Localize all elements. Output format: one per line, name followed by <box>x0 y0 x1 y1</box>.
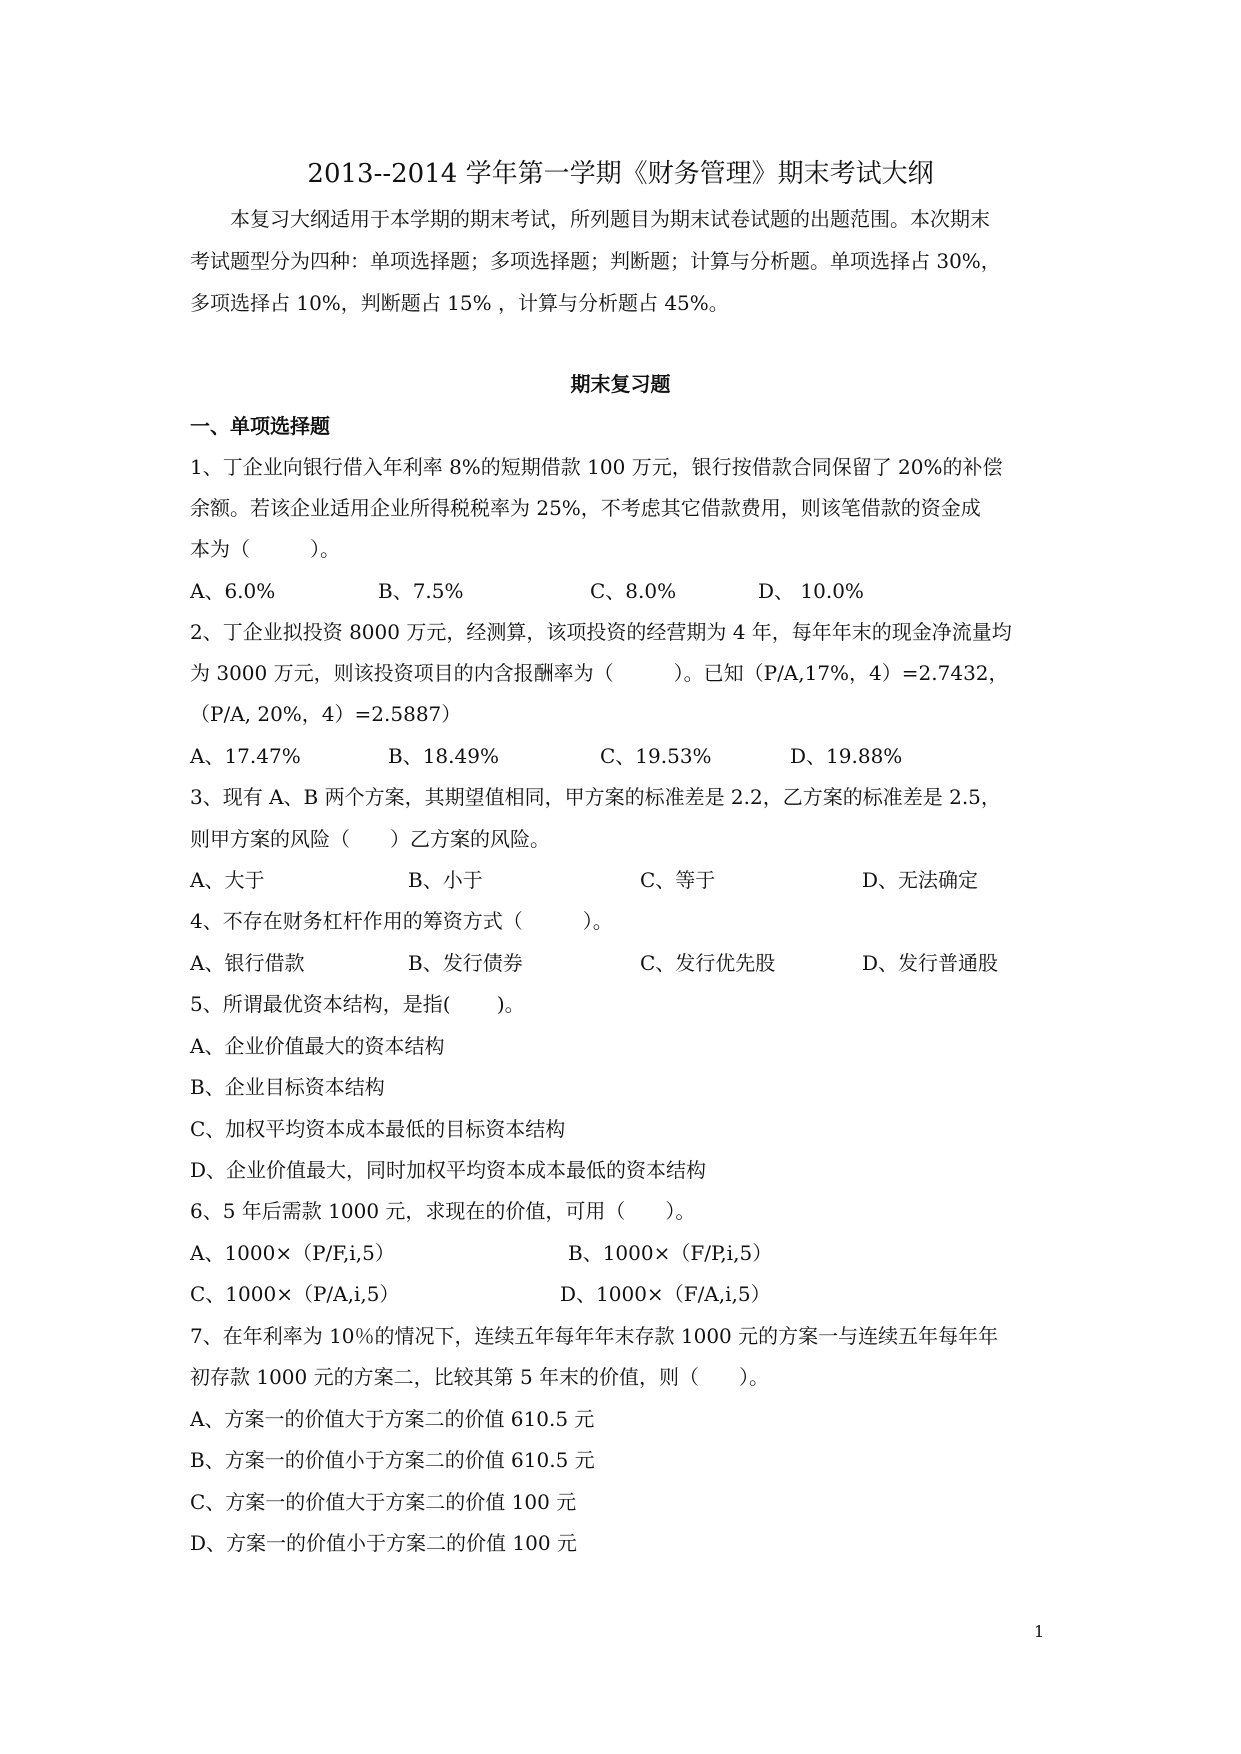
section-heading: 期末复习题 <box>570 372 671 396</box>
question-4-options <box>190 949 1050 977</box>
question-3-options <box>190 866 1050 894</box>
question-1-line: 本为（ ）。 <box>190 537 340 561</box>
option-c: C、8.0% <box>590 579 677 603</box>
question-6-options-row-2 <box>190 1280 1050 1308</box>
part-heading: 一、单项选择题 <box>190 414 330 438</box>
option-d: D、19.88% <box>790 744 903 768</box>
question-4-line: 4、不存在财务杠杆作用的筹资方式（ ）。 <box>190 909 613 933</box>
option-c: C、等于 <box>640 868 716 892</box>
option-d: D、发行普通股 <box>862 951 999 975</box>
question-6-options-row-1 <box>190 1239 1050 1267</box>
question-1-line: 1、丁企业向银行借入年利率 8%的短期借款 100 万元，银行按借款合同保留了 20%的补偿 <box>190 455 1003 479</box>
question-2-line: （P/A, 20%，4）=2.5887） <box>190 702 462 726</box>
question-7-line: 7、在年利率为 10％的情况下，连续五年每年年末存款 1000 元的方案一与连续五年每年年 <box>190 1324 999 1348</box>
option-c: C、发行优先股 <box>640 951 776 975</box>
question-1-options <box>190 577 1050 605</box>
option-b: B、企业目标资本结构 <box>190 1075 385 1099</box>
intro-line: 本复习大纲适用于本学期的期末考试，所列题目为期末试卷试题的出题范围。本次期末 <box>230 207 990 231</box>
option-d: D、无法确定 <box>862 868 979 892</box>
option-a: A、6.0% <box>190 579 276 603</box>
option-b: B、7.5% <box>378 579 464 603</box>
option-d: D、方案一的价值小于方案二的价值 100 元 <box>190 1531 577 1555</box>
question-1-line: 余额。若该企业适用企业所得税税率为 25%，不考虑其它借款费用，则该笔借款的资金成 <box>190 496 981 520</box>
question-5-line: 5、所谓最优资本结构，是指( )。 <box>190 992 525 1016</box>
page-number: 1 <box>1034 1622 1045 1641</box>
option-c: C、加权平均资本成本最低的目标资本结构 <box>190 1117 566 1141</box>
question-2-line: 2、丁企业拟投资 8000 万元，经测算，该项投资的经营期为 4 年，每年年末的现金净流量均 <box>190 620 1012 644</box>
option-a: A、1000×（P/F,i,5） <box>190 1241 395 1265</box>
question-3-line: 3、现有 A、B 两个方案，其期望值相同，甲方案的标准差是 2.2，乙方案的标准差是 2.5， <box>190 785 1001 809</box>
option-d: D、1000×（F/A,i,5） <box>560 1282 771 1306</box>
question-6-line: 6、5 年后需款 1000 元，求现在的价值，可用（ ）。 <box>190 1199 696 1223</box>
question-7-line: 初存款 1000 元的方案二，比较其第 5 年末的价值，则（ ）。 <box>190 1365 770 1389</box>
option-b: B、发行债券 <box>408 951 523 975</box>
option-b: B、小于 <box>408 868 483 892</box>
option-a: A、大于 <box>190 868 265 892</box>
option-a: A、17.47% <box>190 744 301 768</box>
intro-line: 考试题型分为四种：单项选择题；多项选择题；判断题；计算与分析题。单项选择占 30%， <box>190 249 1001 273</box>
option-c: C、1000×（P/A,i,5） <box>190 1282 400 1306</box>
option-c: C、19.53% <box>600 744 712 768</box>
option-b: B、方案一的价值小于方案二的价值 610.5 元 <box>190 1448 595 1472</box>
option-a: A、企业价值最大的资本结构 <box>190 1034 445 1058</box>
option-c: C、方案一的价值大于方案二的价值 100 元 <box>190 1490 577 1514</box>
option-b: B、1000×（F/P,i,5） <box>568 1241 773 1265</box>
option-a: A、方案一的价值大于方案二的价值 610.5 元 <box>190 1407 595 1431</box>
option-d: D、 10.0% <box>758 579 864 603</box>
option-a: A、银行借款 <box>190 951 305 975</box>
question-2-options <box>190 742 1050 770</box>
option-b: B、18.49% <box>388 744 499 768</box>
question-3-line: 则甲方案的风险（ ）乙方案的风险。 <box>190 827 550 851</box>
document-title: 2013--2014 学年第一学期《财务管理》期末考试大纲 <box>307 159 934 189</box>
intro-paragraph <box>190 198 1050 324</box>
intro-line: 多项选择占 10%，判断题占 15% ，计算与分析题占 45%。 <box>190 291 729 315</box>
option-d: D、企业价值最大，同时加权平均资本成本最低的资本结构 <box>190 1158 707 1182</box>
question-2-line: 为 3000 万元，则该投资项目的内含报酬率为（ ）。已知（P/A,17%，4）=2.7432， <box>190 661 1009 685</box>
